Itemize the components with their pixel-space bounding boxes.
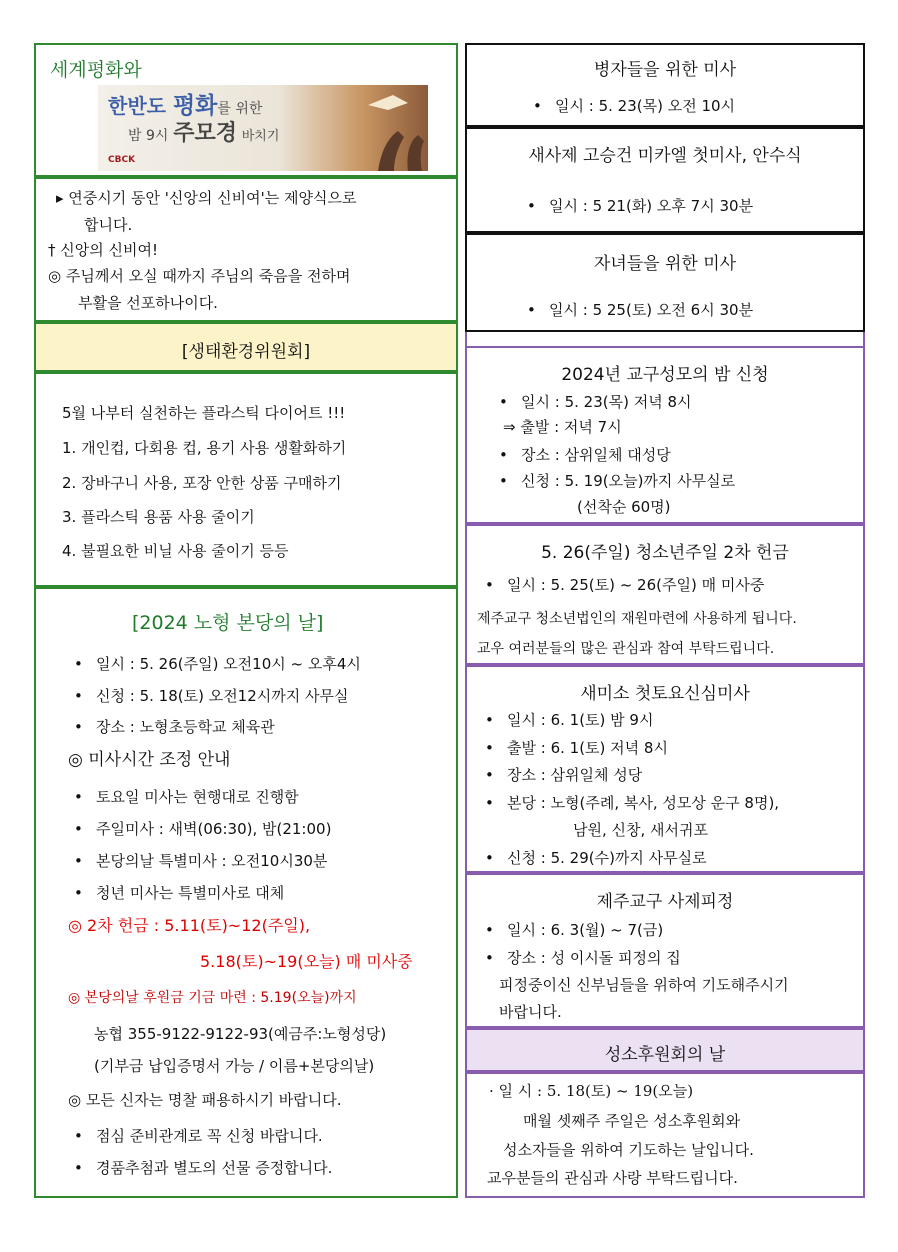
- nohyeong-place: • 장소 : 노형초등학교 체육관: [96, 716, 275, 738]
- retreat-title: 제주교구 사제피정: [596, 892, 734, 912]
- mass-sunday: • 주일미사 : 새벽(06:30), 밤(21:00): [96, 818, 331, 840]
- banner-text-1a: 한반도: [108, 94, 166, 118]
- second-collection-1: ◎ 2차 헌금 : 5.11(토)~12(주일),: [68, 916, 311, 935]
- vocation-desc-2: 성소자들을 위하여 기도하는 날입니다.: [503, 1141, 754, 1159]
- nohyeong-title: [2024 노형 본당의 날]: [132, 612, 324, 634]
- new-misa-parish-1: • 본당 : 노형(주례, 복사, 성모상 운구 8명),: [507, 792, 779, 814]
- nohyeong-section: [34, 587, 458, 1198]
- vocation-section: [465, 1072, 865, 1198]
- lunch-notice: • 점심 준비관계로 꼭 신청 바랍니다.: [96, 1125, 323, 1147]
- new-misa-section: [465, 665, 865, 873]
- youth-sunday-desc-2: 교우 여러분들의 많은 관심과 참여 부탁드립니다.: [477, 641, 775, 657]
- mary-night-section: [465, 346, 865, 524]
- mass-saturday: • 토요일 미사는 현행대로 진행함: [96, 786, 299, 808]
- mary-night-depart: ⇒ 출발 : 저녁 7시: [503, 418, 622, 436]
- children-mass-title: 자녀들을 위한 미사: [593, 254, 737, 274]
- youth-sunday-desc-1: 제주교구 청소년법인의 재원마련에 사용하게 됩니다.: [477, 611, 797, 627]
- retreat-date: • 일시 : 6. 3(월) ~ 7(금): [507, 919, 663, 941]
- faith-line-4: ◎ 주님께서 오실 때까지 주님의 죽음을 전하며: [48, 267, 351, 285]
- peace-title: 세계평화와: [50, 59, 142, 81]
- new-misa-place: • 장소 : 삼위일체 성당: [507, 764, 642, 786]
- faith-line-3: † 신앙의 신비여!: [48, 241, 158, 259]
- donation-receipt: (기부금 납입증명서 가능 / 이름+본당의날): [94, 1057, 375, 1075]
- youth-sunday-section: [465, 524, 865, 665]
- first-mass-title: 새사제 고승건 미카엘 첫미사, 안수식: [528, 146, 802, 166]
- eco-intro: 5월 나부터 실천하는 플라스틱 다이어트 !!!: [62, 404, 346, 422]
- sick-mass-date: • 일시 : 5. 23(목) 오전 10시: [555, 95, 735, 117]
- vocation-header-band: [465, 1028, 865, 1072]
- nohyeong-date: • 일시 : 5. 26(주일) 오전10시 ~ 오후4시: [96, 653, 361, 675]
- vocation-desc-1: 매월 셋째주 주일은 성소후원회와: [523, 1112, 741, 1130]
- mary-night-limit: (선착순 60명): [577, 498, 671, 516]
- new-misa-depart: • 출발 : 6. 1(토) 저녁 8시: [507, 737, 668, 759]
- children-mass-section: [465, 233, 865, 332]
- retreat-place: • 장소 : 성 이시돌 피정의 집: [507, 947, 681, 969]
- mass-time-header: ◎ 미사시간 조정 안내: [68, 750, 231, 770]
- vocation-desc-3: 교우분들의 관심과 사랑 부탁드립니다.: [487, 1169, 738, 1187]
- eco-header-band: [34, 322, 458, 372]
- faith-line-2: 합니다.: [84, 216, 133, 234]
- peace-banner: [98, 85, 428, 171]
- right-divider: [465, 332, 865, 346]
- eco-item-2: 2. 장바구니 사용, 포장 안한 상품 구매하기: [62, 474, 342, 492]
- second-collection-2: 5.18(토)~19(오늘) 매 미사중: [200, 952, 413, 971]
- cbck-logo: CBCK: [108, 155, 136, 165]
- mary-night-title: 2024년 교구성모의 밤 신청: [561, 365, 769, 385]
- mary-night-apply: • 신청 : 5. 19(오늘)까지 사무실로: [521, 470, 735, 492]
- eco-header: [생태환경위원회]: [181, 342, 311, 362]
- peace-section: [34, 43, 458, 177]
- banner-text-1b: 평화: [172, 93, 218, 119]
- eco-section: [34, 372, 458, 587]
- banner-text-1c: 를 위한: [217, 101, 263, 117]
- children-mass-date: • 일시 : 5 25(토) 오전 6시 30분: [549, 299, 753, 321]
- youth-sunday-title: 5. 26(주일) 청소년주일 2차 헌금: [541, 543, 789, 563]
- prize-notice: • 경품추첨과 별도의 선물 증정합니다.: [96, 1157, 332, 1179]
- mary-night-date: • 일시 : 5. 23(목) 저녁 8시: [521, 391, 691, 413]
- new-misa-parish-2: 남원, 신창, 새서귀포: [573, 821, 708, 839]
- faith-line-1: ▸ 연중시기 동안 '신앙의 신비여'는 제양식으로: [56, 189, 357, 207]
- new-misa-apply: • 신청 : 5. 29(수)까지 사무실로: [507, 847, 707, 869]
- faith-line-5: 부활을 선포하나이다.: [78, 294, 218, 312]
- eco-item-1: 1. 개인컵, 다회용 컵, 용기 사용 생활화하기: [62, 439, 347, 457]
- nohyeong-apply: • 신청 : 5. 18(토) 오전12시까지 사무실: [96, 685, 348, 707]
- fund-notice: ◎ 본당의날 후원금 기금 마련 : 5.19(오늘)까지: [68, 990, 357, 1006]
- new-misa-title: 새미소 첫토요신심미사: [580, 684, 750, 704]
- first-mass-date: • 일시 : 5 21(화) 오후 7시 30분: [549, 195, 753, 217]
- new-misa-date: • 일시 : 6. 1(토) 밤 9시: [507, 709, 653, 731]
- mary-night-place: • 장소 : 삼위일체 대성당: [521, 444, 671, 466]
- eco-item-3: 3. 플라스틱 용품 사용 줄이기: [62, 508, 255, 526]
- vocation-date: · 일 시 : 5. 18(토) ~ 19(오늘): [489, 1082, 694, 1100]
- sick-mass-section: [465, 43, 865, 127]
- retreat-pray-2: 바랍니다.: [499, 1003, 562, 1021]
- mass-youth: • 청년 미사는 특별미사로 대체: [96, 882, 284, 904]
- faith-section: [34, 177, 458, 322]
- banner-text-2b: 주모경: [173, 121, 237, 146]
- name-tag-notice: ◎ 모든 신자는 명찰 패용하시기 바랍니다.: [68, 1091, 342, 1109]
- banner-text-2a: 밤 9시: [128, 128, 169, 144]
- mass-special: • 본당의날 특별미사 : 오전10시30분: [96, 850, 327, 872]
- eco-item-4: 4. 불필요한 비닐 사용 줄이기 등등: [62, 542, 289, 560]
- retreat-section: [465, 873, 865, 1028]
- bank-account: 농협 355-9122-9122-93(예금주:노형성당): [94, 1025, 387, 1043]
- first-mass-section: [465, 127, 865, 233]
- youth-sunday-date: • 일시 : 5. 25(토) ~ 26(주일) 매 미사중: [507, 574, 764, 596]
- hands-dove-icon: [348, 85, 428, 171]
- retreat-pray-1: 피정중이신 신부님들을 위하여 기도해주시기: [499, 976, 789, 994]
- banner-text-2c: 바치기: [241, 129, 280, 144]
- vocation-title: 성소후원회의 날: [604, 1045, 726, 1065]
- sick-mass-title: 병자들을 위한 미사: [593, 60, 737, 80]
